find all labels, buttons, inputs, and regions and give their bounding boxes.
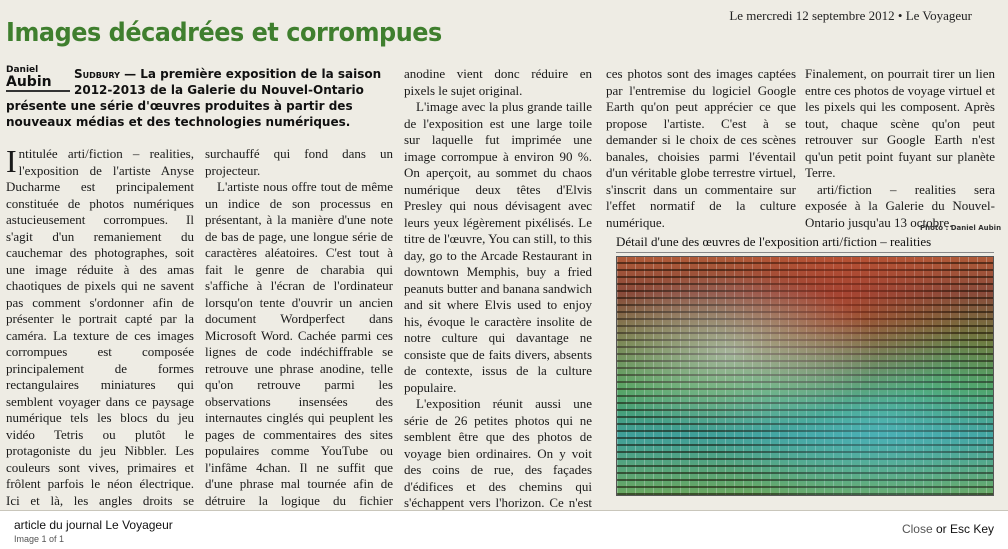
article-column-3 (404, 66, 592, 511)
byline (6, 66, 70, 92)
paragraph: L'exposition réunit aussi une série de 26 petites photos qui ne semblent être que des photos de voyage bien ordinaires. On y voit des coins de rue, des façades d'édifices et des chemins qui s'échappent vers l'horizon. Ce n'est (404, 396, 592, 510)
paragraph: L'image avec la plus grande taille de l'exposition est une large toile sur laquelle fut imprimée une image corrompue à environ 90 %. On aperçoit, au sommet du chaos numérique deux têtes d'Elvis Presley qui nous dévisagent avec leurs yeux légèrement pixélisés. Le titre de l'œuvre, You can still, to this day, go to the Arcade Restaurant in downtown Memphis, buy a fried peanuts butter and banana sandwich and sit where Elvis used to enjoy his, évoque le caractère insolite de notre culture qui davantage ne consiste que de faits divers, absents de contexte, issus de la culture populaire. (404, 99, 592, 395)
article-column-4 (606, 66, 796, 231)
image-title: article du journal Le Voyageur (14, 518, 173, 532)
lede-city: Sudbury (74, 67, 120, 81)
dateline: Le mercredi 12 septembre 2012 • Le Voyageur (729, 8, 972, 23)
byline-first: Daniel (6, 65, 39, 75)
paragraph: ntitulée arti/fiction – realities, l'exposition de l'artiste Anyse Ducharme est principalement constituée de photos numériques astucieusement corrompues. Il s'agit d'un remaniement du cauchemar des photographes, soit une image réduite à des amas chaotiques de pixels qui ne savent pas comment s'ordonner afin de présenter le portrait capté par la caméra. La texture de ces images corrompues est composée principalement de formes rectangulaires miniatures qui semblent voyager dans ce paysage numérique tels les blocs du jeu vidéo Tetris ou plutôt le protagoniste du jeu Nibbler. Les couleurs sont vives, primaires et frôlent parfois le néon électrique. Ici et là, les angles droits se (6, 146, 194, 508)
paragraph: anodine vient donc réduire en pixels le sujet original. (404, 66, 592, 98)
paragraph: arti/fiction – realities sera exposée à la Galerie du Nouvel-Ontario jusqu'au 13 octobre. (805, 181, 995, 230)
headline: Images décadrées et corrompues (6, 18, 442, 48)
lede-text: — La première exposition de la saison 2012-2013 de la Galerie du Nouvel-Ontario présente une série d'œuvres produites à partir des nouveaux médias et des technologies numériques. (6, 67, 382, 129)
glitch-artwork-photo (616, 256, 994, 496)
article-column-5 (805, 66, 995, 231)
paragraph: surchauffé qui fond dans un projecteur. (205, 146, 393, 178)
byline-last: Aubin (6, 75, 70, 92)
paragraph: ces photos sont des images captées par l'entremise du logiciel Google Earth qu'on peut apprécier ce que propose l'artiste. C'est à se demander si le choix de ces scènes banales, choisies parmi l'éventail d'un véritable globe terrestre virtuel, s'inscrit dans un commentaire sur l'effet normatif de la culture numérique. (606, 66, 796, 230)
dropcap: I (6, 143, 17, 179)
article-column-2 (205, 146, 393, 511)
photo-caption: Détail d'une des œuvres de l'exposition arti/fiction – realities (616, 234, 994, 253)
paragraph: Finalement, on pourrait tirer un lien entre ces photos de voyage virtuel et les pixels qui les composent. Après tout, chaque scène qu'on peut retrouver sur Google Earth n'est qu'un petit point fuyant sur planète Terre. (805, 66, 995, 180)
lede (6, 66, 386, 130)
photo-credit: Photo : Daniel Aubin (920, 224, 1002, 232)
paragraph: L'artiste nous offre tout de même un indice de son processus en présentant, à la manière d'une note de bas de page, une longue série de caractères aléatoires. C'est tout à fait le genre de charabia qui s'affiche à l'écran de l'ordinateur lorsqu'on tente d'ouvrir un ancien document Wordperfect dans Microsoft Word. Cachée parmi ces lignes de code indéchiffrable se retrouve une phrase anodine, telle qu'on retrouve parmi les observations insensées des internautes cinglés qui peuplent les pages de commentaires des sites populaires comme YouTube ou l'infâme 4chan. Il ne suffit que d'une phrase mal tournée afin de détruire la logique du fichier (205, 179, 393, 508)
close-button[interactable]: Close (901, 522, 933, 536)
image-counter: Image 1 of 1 (14, 534, 65, 544)
close-control (902, 522, 994, 536)
article-column-1 (6, 143, 194, 511)
close-hint: or Esc Key (932, 522, 994, 536)
